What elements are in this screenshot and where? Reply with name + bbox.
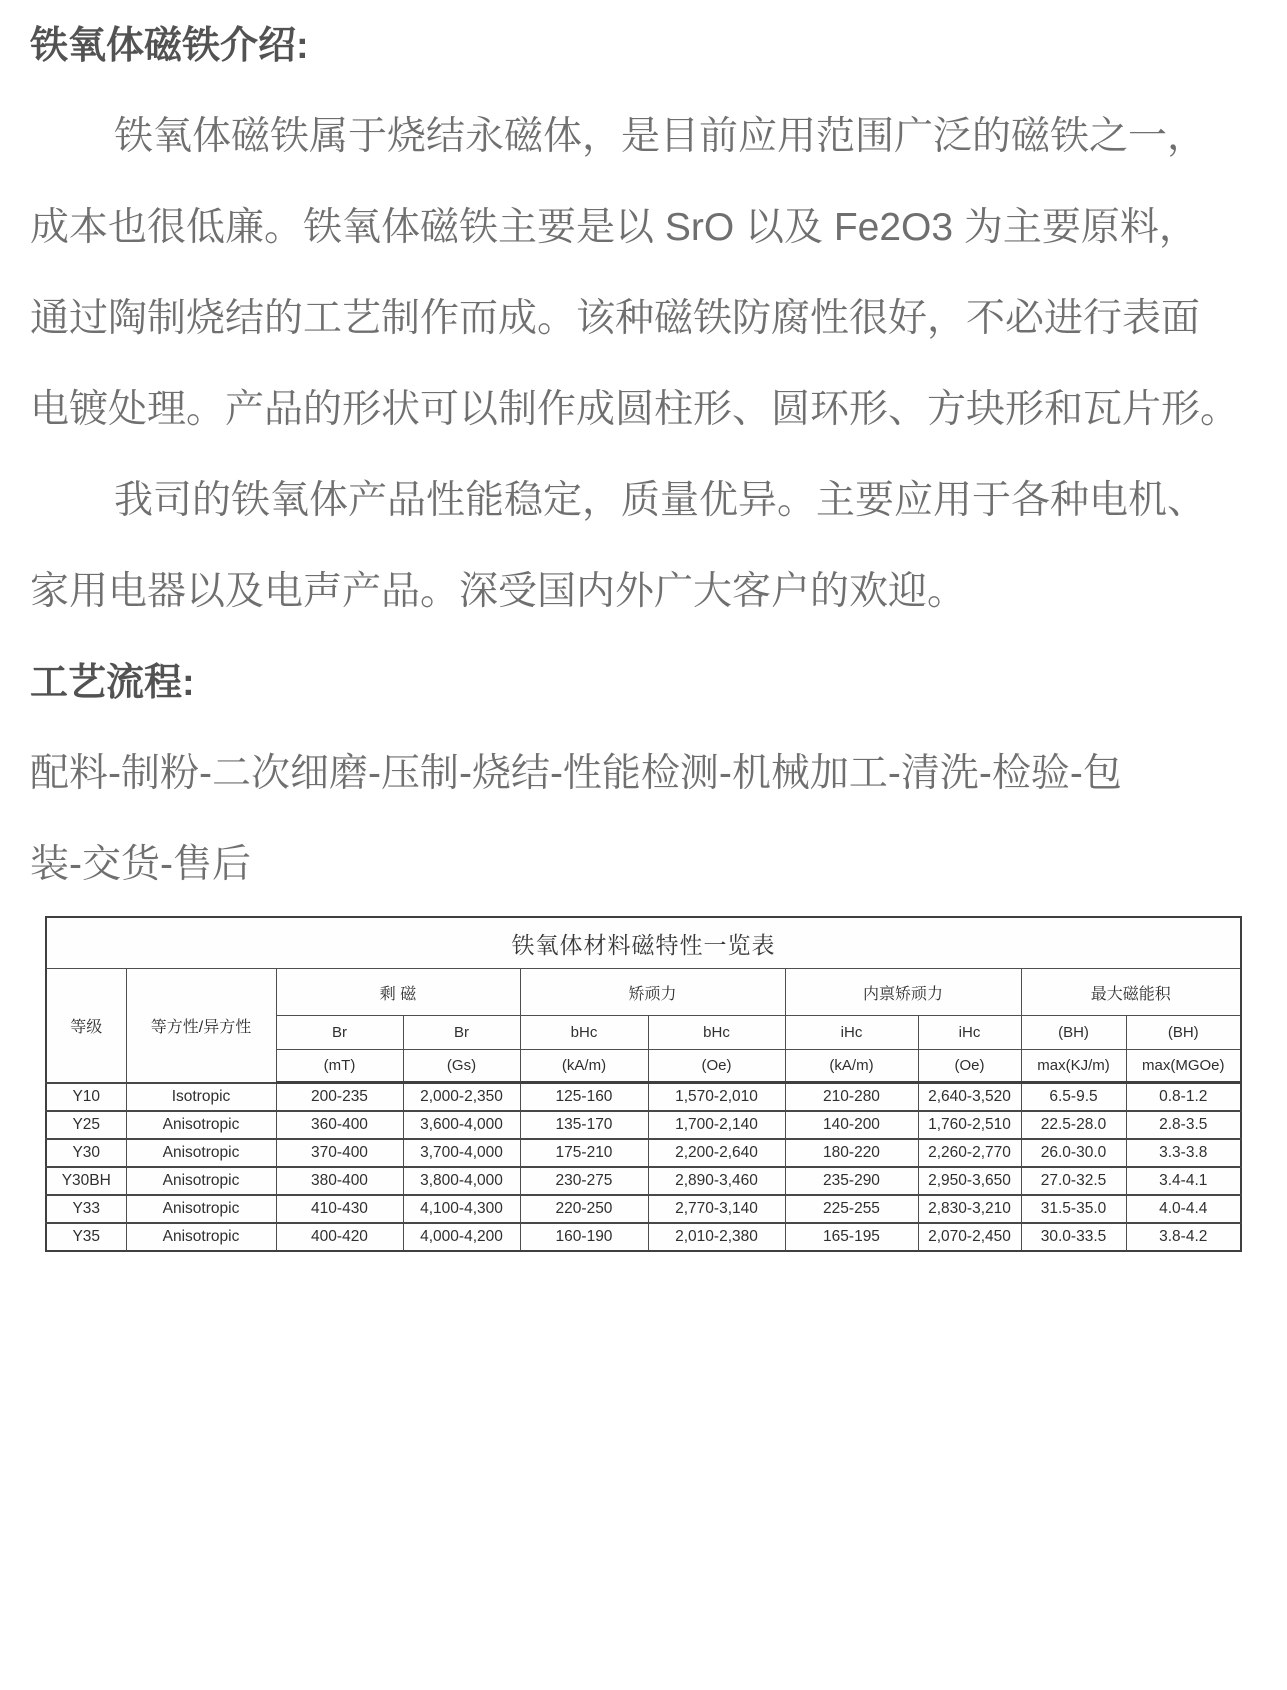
header-unit-cell: (Gs) bbox=[403, 1050, 520, 1083]
header-symbol-cell: iHc bbox=[918, 1016, 1021, 1050]
table-cell: 370-400 bbox=[276, 1139, 403, 1167]
header-symbol-cell: (BH) bbox=[1126, 1016, 1241, 1050]
table-cell: 3,600-4,000 bbox=[403, 1111, 520, 1139]
table-cell: 140-200 bbox=[785, 1111, 918, 1139]
intro-paragraph2-line: 我司的铁氧体产品性能稳定，质量优异。主要应用于各种电机、 bbox=[114, 479, 1207, 522]
table-cell: 3,700-4,000 bbox=[403, 1139, 520, 1167]
header-unit-cell: (Oe) bbox=[918, 1050, 1021, 1083]
table-cell: 4,000-4,200 bbox=[403, 1223, 520, 1251]
table-cell: Y35 bbox=[46, 1223, 126, 1251]
table-cell: 6.5-9.5 bbox=[1021, 1083, 1126, 1112]
table-cell: Anisotropic bbox=[126, 1139, 276, 1167]
table-row bbox=[46, 1195, 1241, 1223]
header-symbol-cell: Br bbox=[403, 1016, 520, 1050]
intro-paragraph1-line: 通过陶制烧结的工艺制作而成。该种磁铁防腐性很好，不必进行表面 bbox=[30, 297, 1201, 340]
table-cell: 160-190 bbox=[520, 1223, 648, 1251]
ferrite-table-body bbox=[46, 1083, 1241, 1252]
table-cell: 410-430 bbox=[276, 1195, 403, 1223]
header-symbol-cell: iHc bbox=[785, 1016, 918, 1050]
header-group-cell: 内禀矫顽力 bbox=[785, 969, 1021, 1016]
table-cell: 2,890-3,460 bbox=[648, 1167, 785, 1195]
table-cell: 165-195 bbox=[785, 1223, 918, 1251]
table-cell: 225-255 bbox=[785, 1195, 918, 1223]
table-cell: 2,010-2,380 bbox=[648, 1223, 785, 1251]
table-cell: Anisotropic bbox=[126, 1167, 276, 1195]
header-symbol-cell: bHc bbox=[648, 1016, 785, 1050]
table-cell: 230-275 bbox=[520, 1167, 648, 1195]
process-heading: 工艺流程: bbox=[30, 661, 195, 704]
table-cell: Y30 bbox=[46, 1139, 126, 1167]
table-cell: 4.0-4.4 bbox=[1126, 1195, 1241, 1223]
table-row bbox=[46, 1083, 1241, 1112]
intro-paragraph1-line: 成本也很低廉。铁氧体磁铁主要是以 SrO 以及 Fe2O3 为主要原料， bbox=[30, 206, 1198, 249]
table-cell: 26.0-30.0 bbox=[1021, 1139, 1126, 1167]
intro-heading: 铁氧体磁铁介绍: bbox=[30, 24, 309, 67]
header-group-cell: 矫顽力 bbox=[520, 969, 785, 1016]
table-cell: Isotropic bbox=[126, 1083, 276, 1112]
table-cell: 2,950-3,650 bbox=[918, 1167, 1021, 1195]
header-unit-cell: (Oe) bbox=[648, 1050, 785, 1083]
table-cell: 220-250 bbox=[520, 1195, 648, 1223]
header-unit-cell: (kA/m) bbox=[785, 1050, 918, 1083]
table-cell: 3.8-4.2 bbox=[1126, 1223, 1241, 1251]
table-title: 铁氧体材料磁特性一览表 bbox=[46, 917, 1241, 969]
table-title-row bbox=[46, 917, 1241, 969]
process-flow-line: 装-交货-售后 bbox=[30, 843, 251, 886]
header-unit-cell: max(MGOe) bbox=[1126, 1050, 1241, 1083]
table-cell: 1,760-2,510 bbox=[918, 1111, 1021, 1139]
table-cell: 2,260-2,770 bbox=[918, 1139, 1021, 1167]
table-row bbox=[46, 1139, 1241, 1167]
table-cell: 200-235 bbox=[276, 1083, 403, 1112]
table-row bbox=[46, 1167, 1241, 1195]
header-unit-cell: (mT) bbox=[276, 1050, 403, 1083]
table-cell: 125-160 bbox=[520, 1083, 648, 1112]
table-cell: 0.8-1.2 bbox=[1126, 1083, 1241, 1112]
table-cell: Y33 bbox=[46, 1195, 126, 1223]
header-symbol-cell: Br bbox=[276, 1016, 403, 1050]
table-cell: Anisotropic bbox=[126, 1195, 276, 1223]
header-isotropy: 等方性/异方性 bbox=[126, 969, 276, 1083]
header-unit-cell: max(KJ/m) bbox=[1021, 1050, 1126, 1083]
table-cell: 22.5-28.0 bbox=[1021, 1111, 1126, 1139]
table-cell: 2,830-3,210 bbox=[918, 1195, 1021, 1223]
table-row bbox=[46, 1223, 1241, 1251]
table-cell: 27.0-32.5 bbox=[1021, 1167, 1126, 1195]
table-row bbox=[46, 1111, 1241, 1139]
table-cell: 3,800-4,000 bbox=[403, 1167, 520, 1195]
intro-paragraph1-line: 电镀处理。产品的形状可以制作成圆柱形、圆环形、方块形和瓦片形。 bbox=[30, 388, 1240, 431]
header-grade: 等级 bbox=[46, 969, 126, 1083]
table-cell: Y10 bbox=[46, 1083, 126, 1112]
table-cell: 1,570-2,010 bbox=[648, 1083, 785, 1112]
table-cell: 3.3-3.8 bbox=[1126, 1139, 1241, 1167]
table-cell: 30.0-33.5 bbox=[1021, 1223, 1126, 1251]
table-cell: 2,200-2,640 bbox=[648, 1139, 785, 1167]
header-group-cell: 剩 磁 bbox=[276, 969, 520, 1016]
table-cell: 180-220 bbox=[785, 1139, 918, 1167]
process-flow-line: 配料-制粉-二次细磨-压制-烧结-性能检测-机械加工-清洗-检验-包 bbox=[30, 752, 1122, 795]
table-cell: 31.5-35.0 bbox=[1021, 1195, 1126, 1223]
table-cell: 4,100-4,300 bbox=[403, 1195, 520, 1223]
table-cell: Anisotropic bbox=[126, 1223, 276, 1251]
table-group-header-row bbox=[46, 969, 1241, 1016]
ferrite-properties-table bbox=[45, 916, 1242, 1252]
table-cell: Anisotropic bbox=[126, 1111, 276, 1139]
table-cell: 175-210 bbox=[520, 1139, 648, 1167]
table-cell: 1,700-2,140 bbox=[648, 1111, 785, 1139]
table-cell: 380-400 bbox=[276, 1167, 403, 1195]
intro-paragraph2-line: 家用电器以及电声产品。深受国内外广大客户的欢迎。 bbox=[30, 570, 967, 613]
table-cell: 360-400 bbox=[276, 1111, 403, 1139]
intro-paragraph1-line: 铁氧体磁铁属于烧结永磁体，是目前应用范围广泛的磁铁之一， bbox=[114, 115, 1207, 158]
table-cell: 235-290 bbox=[785, 1167, 918, 1195]
ferrite-table-container bbox=[45, 916, 1240, 1252]
table-cell: 2.8-3.5 bbox=[1126, 1111, 1241, 1139]
table-cell: 400-420 bbox=[276, 1223, 403, 1251]
table-cell: 3.4-4.1 bbox=[1126, 1167, 1241, 1195]
table-cell: 2,770-3,140 bbox=[648, 1195, 785, 1223]
table-cell: 210-280 bbox=[785, 1083, 918, 1112]
table-cell: Y30BH bbox=[46, 1167, 126, 1195]
header-group-cell: 最大磁能积 bbox=[1021, 969, 1241, 1016]
table-cell: 2,640-3,520 bbox=[918, 1083, 1021, 1112]
header-symbol-cell: bHc bbox=[520, 1016, 648, 1050]
table-cell: Y25 bbox=[46, 1111, 126, 1139]
header-symbol-cell: (BH) bbox=[1021, 1016, 1126, 1050]
table-cell: 2,070-2,450 bbox=[918, 1223, 1021, 1251]
table-cell: 2,000-2,350 bbox=[403, 1083, 520, 1112]
header-unit-cell: (kA/m) bbox=[520, 1050, 648, 1083]
table-cell: 135-170 bbox=[520, 1111, 648, 1139]
